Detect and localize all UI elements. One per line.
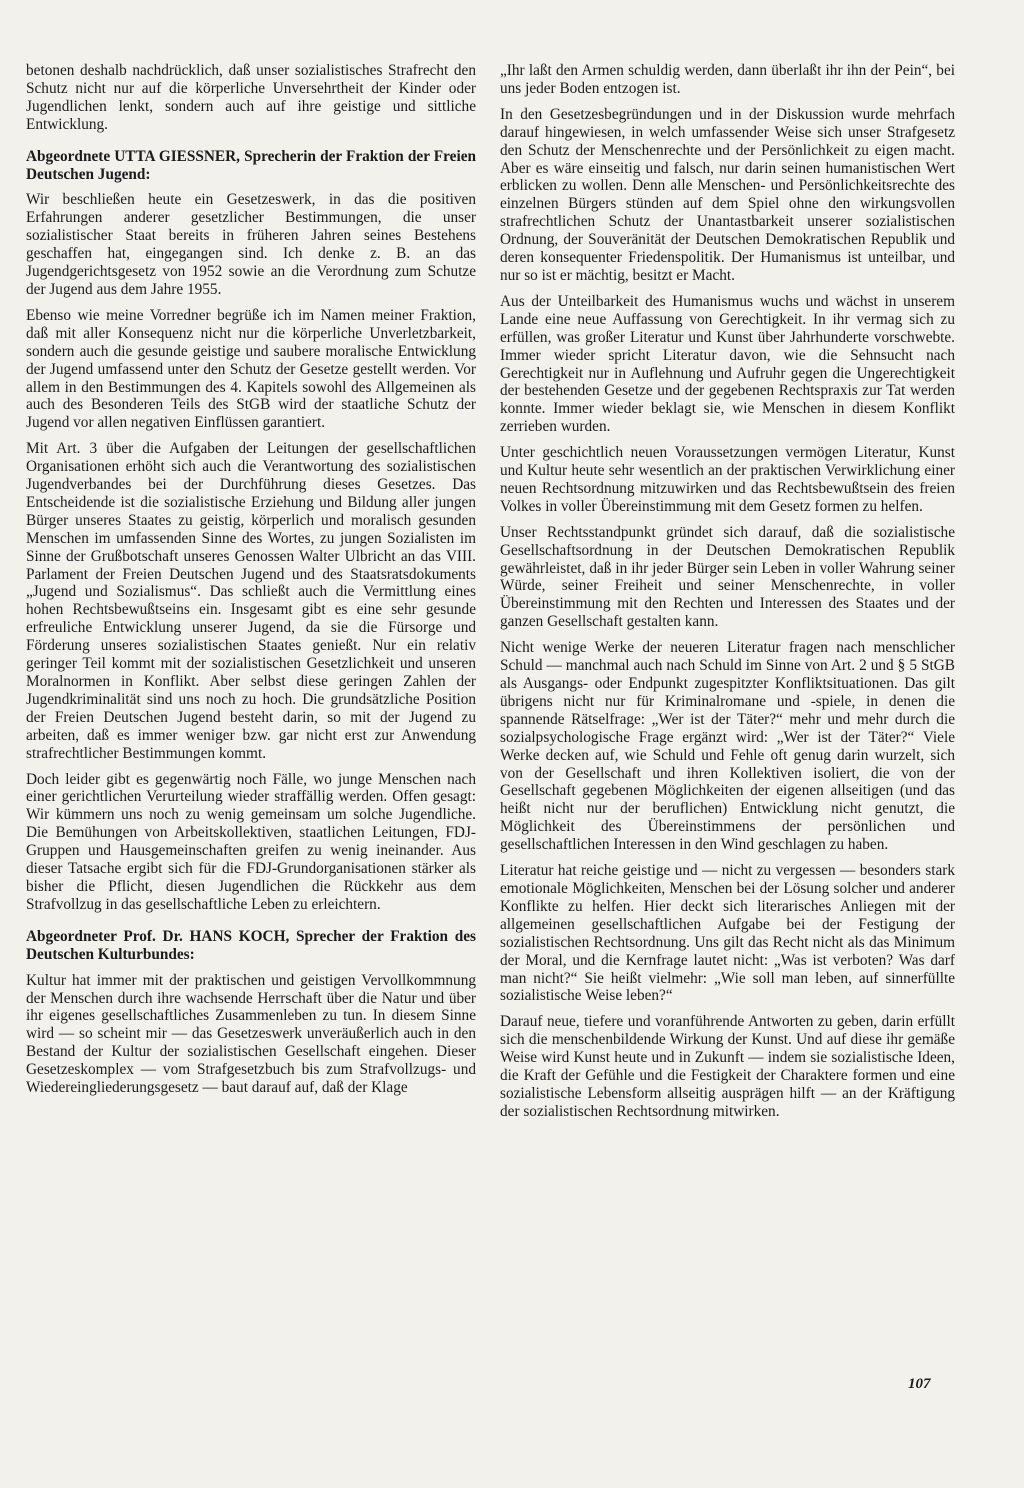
right-paragraph-7: Darauf neue, tiefere und voranführende Antworten zu geben, darin erfüllt sich die menschenbildende Wirkung der Kunst. Und auf diese ihr gemäße Weise wird Kunst heute und in Zukunft — indem sie sozialistische Ideen, die Kraft der Gefühle und die Festigkeit der Charaktere formen und eine sozialistische Lebensform allseitig ausprägen hilft — an der Kräftigung der sozialistischen Rechtsordnung mitwirken. [500, 1013, 955, 1120]
giessner-paragraph-4: Doch leider gibt es gegenwärtig noch Fälle, wo junge Menschen nach einer gerichtlichen Verurteilung wieder straffällig werden. Offen gesagt: Wir kümmern uns noch zu wenig gemeinsam um solche Jugendliche. Die Bemühungen von Arbeitskollektiven, staatlichen Leitungen, FDJ-Gruppen und Hausgemeinschaften greifen zu wenig ineinander. Aus dieser Tatsache ergibt sich für die FDJ-Grundorganisationen stärker als bisher die Pflicht, diesen Jugendlichen die Rückkehr aus dem Strafvollzug in das gesellschaftliche Leben zu erleichtern. [26, 770, 476, 913]
giessner-paragraph-1: Wir beschließen heute ein Gesetzeswerk, in das die positiven Erfahrungen anderer gesetzlicher Bestimmungen, die unser sozialistischer Staat bereits in früheren Jahren seines Bestehens geschaffen hat, eingegangen sind. Ich denke z. B. an das Jugendgerichtsgesetz von 1952 sowie an die Verordnung zum Schutze der Jugend aus dem Jahre 1955. [26, 191, 476, 298]
right-paragraph-2: Aus der Unteilbarkeit des Humanismus wuchs und wächst in unserem Lande eine neue Auffassung von Gerechtigkeit. In ihr vermag sich zu erfüllen, was großer Literatur und Kunst über Jahrhunderte vorschwebte. Immer wieder spricht Literatur davon, wie die Sehnsucht nach Gerechtigkeit nur in Auflehnung und Aufruhr gegen die Ungerechtigkeit der bestehenden Gesetze und der gegebenen Rechtspraxis zur Tat werden konnte. Immer wieder beklagt sie, wie Menschen in diesem Konflikt zerrieben wurden. [500, 292, 955, 436]
koch-paragraph-1: Kultur hat immer mit der praktischen und geistigen Vervollkommnung der Menschen durch ihre wachsende Herrschaft über die Natur und über ihr eigenes gesellschaftliches Zusammenleben zu tun. In diesem Sinne wird — so scheint mir — das Gesetzeswerk unveräußerlich auch in den Bestand der Kultur der sozialistischen Gesellschaft eingehen. Dieser Gesetzeskomplex — vom Strafgesetzbuch bis zum Strafvollzugs- und Wiedereingliederungsgesetz — baut darauf auf, daß der Klage [26, 971, 476, 1097]
right-paragraph-4: Unser Rechtsstandpunkt gründet sich darauf, daß die sozialistische Gesellschaftsordnung in der Deutschen Demokratischen Republik gewährleistet, daß in ihr jeder Bürger sein Leben in voller Wahrung seiner Würde, seiner Freiheit und seiner Menschenrechte, in voller Übereinstimmung mit den Rechten und Interessen des Staates und der ganzen Gesellschaft gestalten kann. [500, 523, 955, 631]
right-paragraph-1: In den Gesetzesbegründungen und in der Diskussion wurde mehrfach darauf hingewiesen, in welch umfassender Weise sich unser Strafgesetz den Schutz der Menschenrechte und der Persönlichkeit zu eigen macht. Aber es wäre einseitig und falsch, nur darin seinen humanistischen Wert erblicken zu wollen. Denn alle Menschen- und Persönlichkeitsrechte des einzelnen Bürgers stünden auf dem Spiel ohne den wirkungsvollen strafrechtlichen Schutz der Unantastbarkeit unserer sozialistischen Ordnung, der Souveränität der Deutschen Demokratischen Republik und deren konsequenter Friedenspolitik. Der Humanismus ist unteilbar, und nur so ist er mächtig, besitzt er Macht. [500, 105, 955, 284]
intro-paragraph: betonen deshalb nachdrücklich, daß unser sozialistisches Strafrecht den Schutz nicht nur auf die körperliche Unversehrtheit der Kinder oder Jugendlichen lenkt, sondern auch auf ihre geistige und sittliche Entwicklung. [26, 62, 476, 133]
left-column [26, 62, 476, 1105]
right-paragraph-5: Nicht wenige Werke der neueren Literatur fragen nach menschlicher Schuld — manchmal auch nach Schuld im Sinne von Art. 2 und § 5 StGB als Ausgangs- oder Endpunkt zugespitzter Konfliktsituationen. Das gilt übrigens nicht nur für Kriminalromane und -spiele, in denen die spannende Rätselfrage: „Wer ist der Täter?“ mehr und mehr durch die sozialpsychologische Frage ergänzt wird: „Wer ist der Täter?“ Viele Werke decken auf, wie Schuld und Fehle oft genug darin wurzelt, sich von der Gesellschaft und ihren Kollektiven isoliert, die von der Gesellschaft gegebenen Möglichkeiten der eigenen allseitigen (und das heißt nicht nur der beruflichen) Entwicklung nicht genutzt, die Möglichkeit des Übereinstimmens der persönlichen und gesellschaftlichen Interessen in den Wind geschlagen zu haben. [500, 639, 955, 854]
giessner-paragraph-3: Mit Art. 3 über die Aufgaben der Leitungen der gesellschaftlichen Organisationen erhöht sich auch die Verantwortung des sozialistischen Jugendverbandes bei der Durchführung dieses Gesetzes. Das Entscheidende ist die sozialistische Erziehung und Bildung aller jungen Bürger unseres Staates zu geistig, körperlich und moralisch gesunden Menschen im umfassenden Sinne des Wortes, zu jungen Sozialisten im Sinne der Grußbotschaft unseres Genossen Walter Ulbricht an das VIII. Parlament der Freien Deutschen Jugend und des Staatsratsdokuments „Jugend und Sozialismus“. Das schließt auch die Vermittlung eines hohen Rechtsbewußtseins ein. Insgesamt gibt es eine sehr gesunde erfreuliche Entwicklung unserer Jugend, da sie die Fürsorge und Förderung unseres sozialistischen Staates genießt. Nur ein relativ geringer Teil kommt mit der sozialistischen Gesetzlichkeit und unseren Moralnormen in Konflikt. Aber selbst diese geringen Zahlen der Jugendkriminalität sind uns noch zu hoch. Die grundsätzliche Position der Freien Deutschen Jugend besteht darin, so mit der Jugend zu arbeiten, daß es immer weniger bzw. gar nicht erst zur Anwendung strafrechtlicher Bestimmungen kommt. [26, 440, 476, 762]
speaker-heading-giessner: Abgeordnete UTTA GIESSNER, Sprecherin der Fraktion der Freien Deutschen Jugend: [26, 147, 476, 183]
quote-paragraph: „Ihr laßt den Armen schuldig werden, dann überlaßt ihr ihn der Pein“, bei uns jeder Boden entzogen ist. [500, 62, 955, 97]
giessner-paragraph-2: Ebenso wie meine Vorredner begrüße ich im Namen meiner Fraktion, daß mit aller Konsequenz nicht nur die körperliche Unverletzbarkeit, sondern auch die gesunde geistige und saubere moralische Entwicklung der Jugend umfassend unter den Schutz der Gesetze gestellt werden. Vor allem in den Bestimmungen des 4. Kapitels sowohl des Allgemeinen als auch des Besonderen Teils des StGB wird der staatliche Schutz der Jugend vor allen negativen Einflüssen garantiert. [26, 306, 476, 432]
page-number: 107 [908, 1376, 931, 1392]
speaker-heading-koch: Abgeordneter Prof. Dr. HANS KOCH, Sprecher der Fraktion des Deutschen Kulturbundes: [26, 927, 476, 963]
right-paragraph-3: Unter geschichtlich neuen Voraussetzungen vermögen Literatur, Kunst und Kultur heute sehr wesentlich an der praktischen Verwirklichung einer neuen Rechtsordnung mitzuwirken und das Rechtsbewußtsein des freien Volkes in voller Übereinstimmung mit dem Gesetz formen zu helfen. [500, 444, 955, 515]
right-column [500, 62, 955, 1129]
right-paragraph-6: Literatur hat reiche geistige und — nicht zu vergessen — besonders stark emotionale Möglichkeiten, Menschen bei der Lösung solcher und anderer Konflikte zu helfen. Hier deckt sich literarisches Anliegen mit der allgemeinen gesellschaftlichen Aufgabe bei der Festigung der sozialistischen Rechtsordnung. Uns gilt das Recht nicht als das Minimum der Moral, und die Kernfrage lautet nicht: „Was ist verboten? Was darf man nicht?“ Sie heißt vielmehr: „Wie soll man leben, auf sinnerfüllte sozialistische Weise leben?“ [500, 862, 955, 1005]
